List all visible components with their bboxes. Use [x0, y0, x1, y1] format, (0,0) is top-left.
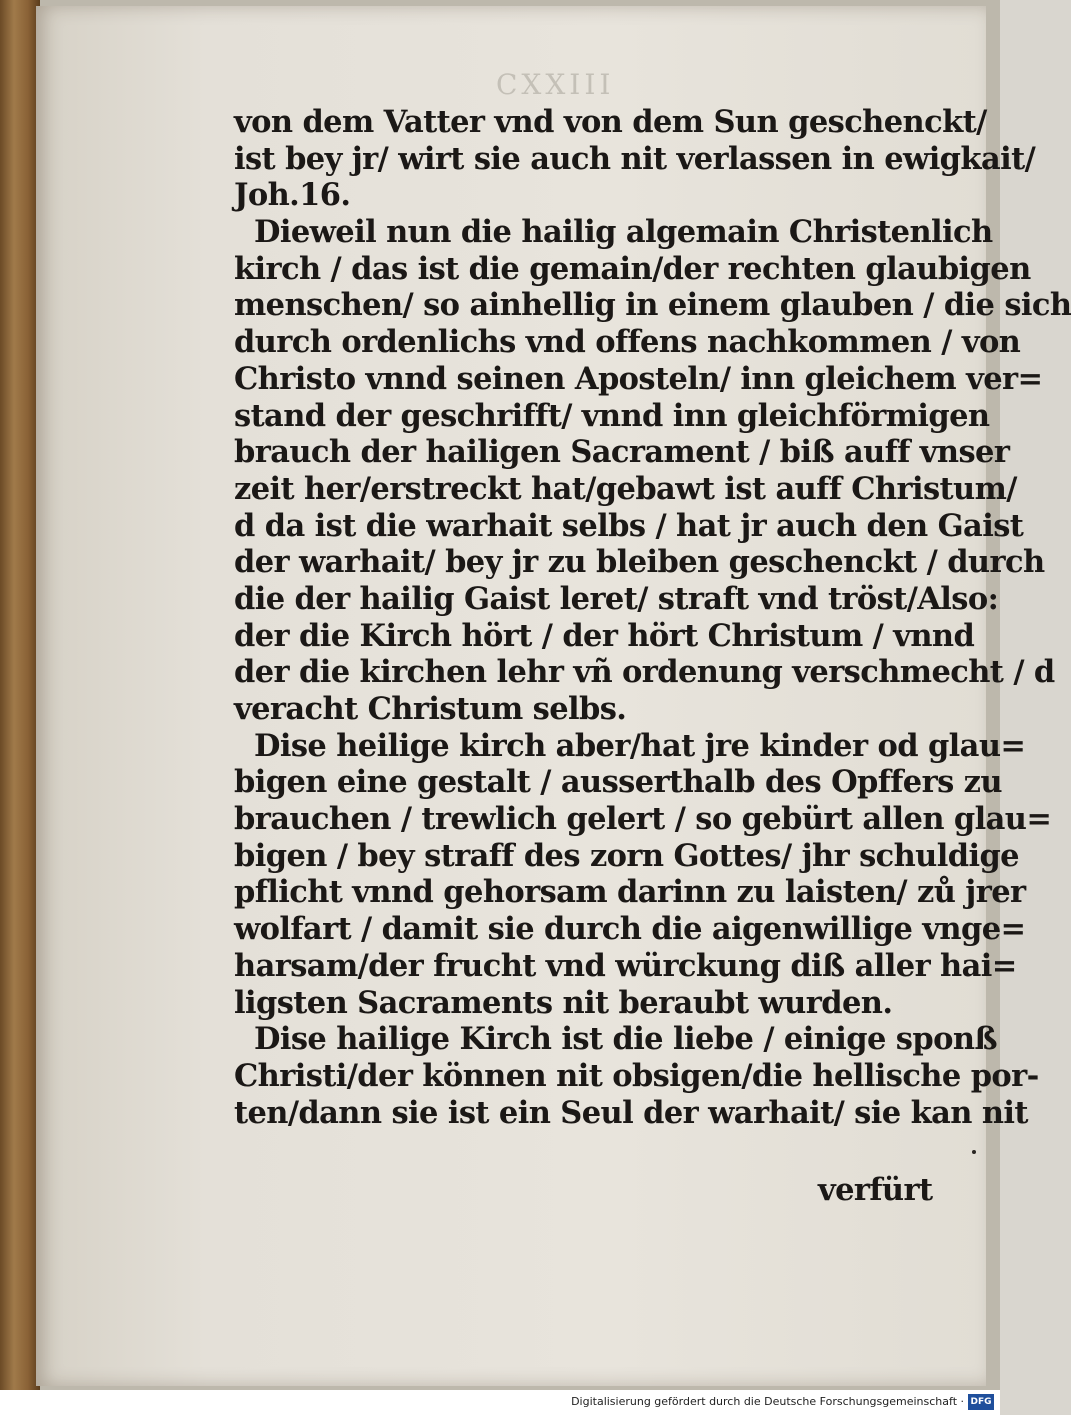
- text-line: Dieweil nun die hailig algemain Christenlich: [254, 214, 993, 251]
- text-line: d da ist die warhait selbs / hat jr auch den Gaist: [234, 507, 1024, 544]
- catchword: verfürt: [818, 1172, 933, 1208]
- text-line: Dise heilige kirch aber/hat jre kinder od glau=: [254, 727, 1026, 764]
- text-line: bigen eine gestalt / ausserthalb des Opffers zu: [234, 764, 1002, 801]
- ink-speck: [972, 1150, 976, 1154]
- text-line: harsam/der frucht vnd würckung diß aller hai=: [234, 947, 1017, 984]
- running-header-bleedthrough: CXXIII: [496, 68, 615, 101]
- text-line: bigen / bey straff des zorn Gottes/ jhr schuldige: [234, 837, 1019, 874]
- text-line: von dem Vatter vnd von dem Sun geschenckt/: [234, 104, 987, 140]
- text-line: wolfart / damit sie durch die aigenwillige vnge=: [234, 911, 1026, 948]
- text-line: stand der geschrifft/ vnnd inn gleichförmigen: [234, 397, 990, 434]
- footer-credit: Digitalisierung gefördert durch die Deutsche Forschungsgemeinschaft ·: [571, 1395, 964, 1408]
- text-line: Christi/der können nit obsigen/die hellische por-: [234, 1057, 1039, 1094]
- text-line: durch ordenlichs vnd offens nachkommen / von: [234, 324, 1021, 361]
- text-line: brauch der hailigen Sacrament / biß auff vnser: [234, 434, 1010, 471]
- book-edge: [0, 0, 40, 1390]
- text-line: ten/dann sie ist ein Seul der warhait/ sie kan nit: [234, 1094, 1028, 1131]
- text-line: der warhait/ bey jr zu bleiben geschenckt / durch: [234, 544, 1045, 581]
- text-line: die der hailig Gaist leret/ straft vnd tröst/Also:: [234, 580, 999, 617]
- text-line: kirch / das ist die gemain/der rechten glaubigen: [234, 250, 1031, 287]
- text-line: ligsten Sacraments nit beraubt wurden.: [234, 984, 893, 1021]
- text-line: der die Kirch hört / der hört Christum / vnnd: [234, 617, 975, 654]
- text-line: veracht Christum selbs.: [234, 691, 627, 727]
- text-line: brauchen / trewlich gelert / so gebürt allen glau=: [234, 801, 1052, 838]
- text-line: Dise hailige Kirch ist die liebe / einige sponß: [254, 1021, 997, 1058]
- text-line: zeit her/erstreckt hat/gebawt ist auff Christum/: [234, 470, 1017, 507]
- text-line: Christo vnnd seinen Aposteln/ inn gleichem ver=: [234, 360, 1043, 397]
- text-block: [234, 104, 1071, 1131]
- text-line: ist bey jr/ wirt sie auch nit verlassen in ewigkait/: [234, 140, 1036, 177]
- text-line: menschen/ so ainhellig in einem glauben / die sich: [234, 287, 1071, 324]
- text-line: pflicht vnnd gehorsam darinn zu laisten/ zů jrer: [234, 874, 1026, 911]
- footer-bar: [0, 1390, 1000, 1415]
- text-line: Joh.16.: [234, 177, 351, 214]
- text-line: der die kirchen lehr vñ ordenung verschmecht / d: [234, 654, 1055, 691]
- dfg-logo: DFG: [968, 1394, 994, 1410]
